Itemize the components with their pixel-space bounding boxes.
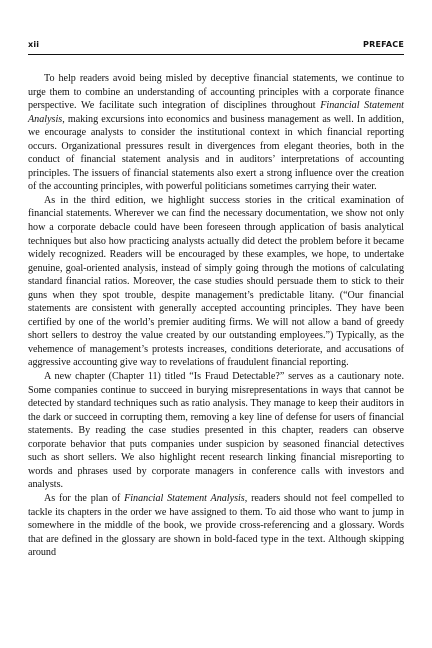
paragraph-4-text-b: , readers should not feel compelled to tackle its chapters in the order we have assigned to them. To aid those who want to jump in somewhere in the middle of the book, we provide cross-referencing and a glossary. Words that are defined in the glossary are shown in bold-faced type in the text. Although skipping around: [28, 492, 405, 559]
paragraph-4-text-a: As for the plan of: [44, 492, 125, 504]
paragraph-3: A new chapter (Chapter 11) titled “Is Fraud Detectable?” serves as a cautionary note. Some companies continue to succeed in burying misrepresentations in ways that cannot be detected by standard techniques such as ratio analysis. They manage to keep their auditors in the dark or succeed in corrupting them, removing a key line of defense for users of financial statements. By reading the case studies presented in this chapter, readers can observe corporate behavior that puts companies under suspicion by seasoned financial detectives such as short sellers. We also highlight recent research linking financial misreporting to words and phrases used by corporate managers in conference calls with investors and analysts.: [28, 371, 404, 491]
header-rule: [28, 54, 404, 55]
running-title: PREFACE: [363, 40, 404, 49]
paragraph-1-text-b: , making excursions into economics and business management as well. In addition, we encourage analysts to consider the institutional context in which financial reporting occurs. Organizational pressures result in divergences from elegant theories, both in the conduct of financial statement analysis and in auditors’ interpretations of accounting principles. The issuers of financial statements also exert a strong influence over the creation of the accounting principles, with powerful politicians sometimes carrying their water.: [28, 113, 404, 193]
book-title-italic: Financial Statement Analysis: [124, 492, 245, 504]
paragraph-4: [28, 492, 404, 560]
book-title-italic: Financial Statement Analysis: [28, 100, 404, 125]
paragraph-1: [28, 72, 404, 194]
running-head: [28, 40, 404, 52]
paragraph-2: As in the third edition, we highlight success stories in the critical examination of financial statements. Wherever we can find the necessary documentation, we show not only how a corporate debacle could have been foreseen through application of basis analytical techniques but also how practicing analysts actually did detect the problem before it became widely recognized. Readers will be encouraged by these examples, we hope, to undertake genuine, goal-oriented analysis, instead of simply going through the motions of calculating standard financial ratios. Moreover, the case studies should persuade them to stick to their guns when they spot trouble, despite management’s predictable litany. (“Our financial statements are consistent with generally accepted accounting principles. They have been certified by one of the world’s premier auditing firms. We will not allow a band of greedy short sellers to destroy the value created by our outstanding employees.”) Typically, as the vehemence of management’s protests increases, conditions deteriorate, and accusations of aggressive accounting give way to revelations of fraudulent financial reporting.: [28, 194, 404, 369]
paragraph-1-text-a: To help readers avoid being misled by deceptive financial statements, we continue to urge them to combine an understanding of accounting principles with a corporate finance perspective. We facilitate such integration of disciplines throughout: [28, 73, 404, 112]
page-number: xii: [28, 40, 40, 49]
body-text: [28, 72, 404, 560]
